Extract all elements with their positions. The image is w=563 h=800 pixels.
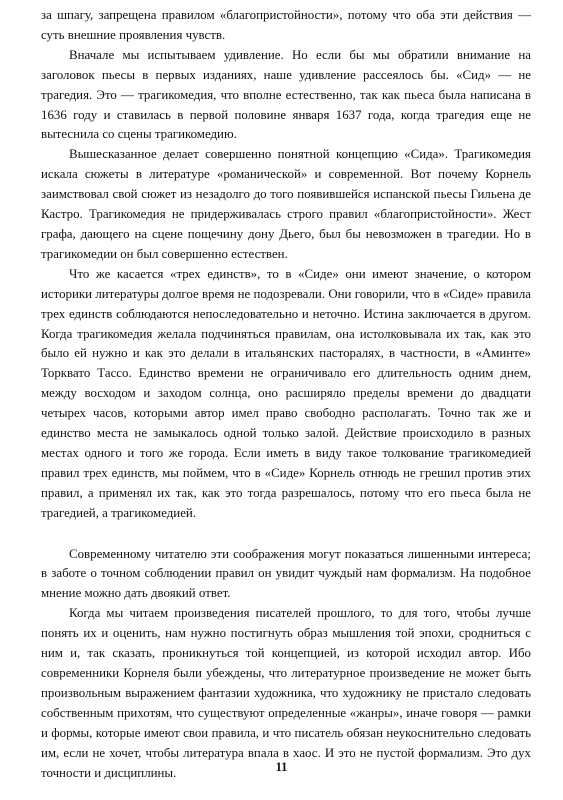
body-text [41,6,531,783]
paragraph-three-unities: Что же касается «трех единств», то в «Сиде» они имеют значение, о котором историки литературы долгое время не подозревали. Они говорили, что в «Сиде» правила трех единств соблюдаются непоследовательно и неточно. Истина заключается в другом. Когда трагикомедия желала подчиняться правилам, она истолковывала их так, как это было ей нужно и как это делали в итальянских пасторалях, в частности, в «Аминте» Торквато Тассо. Единство времени не ограничивало его длительность одним днем, между восходом и заходом солнца, оно расширяло пределы времени до двадцати четырех часов, которыми автор имел право свободно располагать. Точно так же и единство места не замыкалось одной только залой. Действие происходило в разных местах одного и того же города. Если иметь в виду такое толкование трагикомедией правил трех единств, мы поймем, что в «Сиде» Корнель отнюдь не грешил против этих правил, а применял их так, как это тогда разрешалось, потому что его пьеса была не трагедией, а трагикомедией. [41,266,531,520]
paragraph-past-writers: Когда мы читаем произведения писателей прошлого, то для того, чтобы лучше понять их и оценить, нам нужно постигнуть образ мышления той эпохи, сродниться с ним и, так сказать, проникнуться той концепцией, из которой исходил автор. Ибо современники Корнеля были убеждены, что литературное произведение не может быть произвольным выражением фантазии художника, что художнику не пристало следовать собственным прихотям, что существуют определенные «жанры», иначе говоря — рамки и формы, которые имеют свои правила, и что писатель обязан неукоснительно следовать им, если не хочет, чтобы литература впала в хаос. И это не пустой формализм. Это дух точности и дисциплины. [41,606,531,780]
paragraph-continuation: за шпагу, запрещена правилом «благопристойности», потому что оба эти действия — суть внешние проявления чувств. [41,8,531,42]
section-gap [41,524,531,545]
paragraph-concept: Вышесказанное делает совершенно понятной концепцию «Сида». Трагикомедия искала сюжеты в литературе «романической» и современной. Вот почему Корнель заимствовал свой сюжет из незадолго до того появившейся испанской пьесы Гильена де Кастро. Трагикомедия не придерживалась строго правил «благопристойности». Жест графа, дающего на сцене пощечину дону Дьего, был бы невозможен в трагедии. Но в трагикомедии он был совершенно естествен. [41,147,531,261]
paragraph-modern-reader: Современному читателю эти соображения могут показаться лишенными интереса; в заботе о точном соблюдении правил он увидит чуждый нам формализм. На подобное мнение можно дать двоякий ответ. [41,546,531,601]
page-number: 11 [275,760,288,774]
paragraph-surprise: Вначале мы испытываем удивление. Но если бы мы обратили внимание на заголовок пьесы в первых изданиях, наше удивление рассеялось бы. «Сид» — не трагедия. Это — трагикомедия, что вполне естественно, так как пьеса была написана в 1636 году и ставилась в первой половине января 1637 года, когда трагедия еще не вытеснила со сцены трагикомедию. [41,47,531,142]
